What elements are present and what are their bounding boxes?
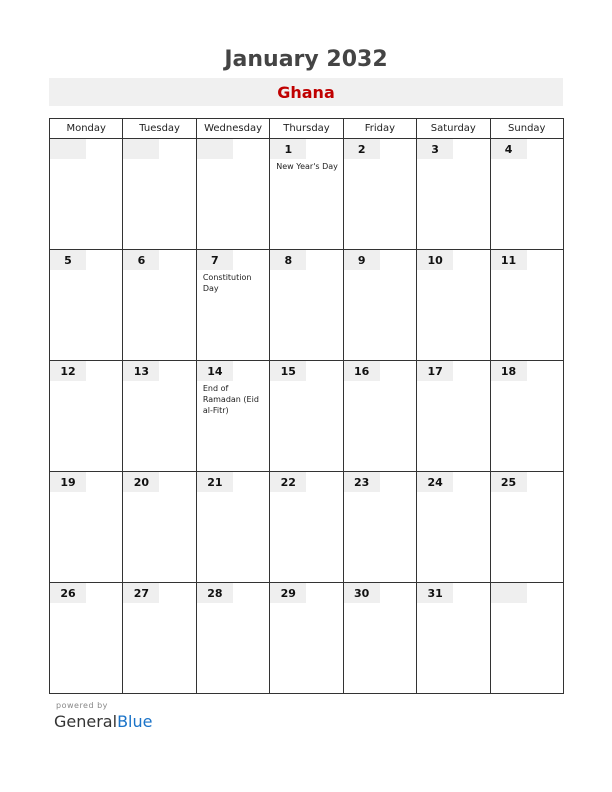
week-row [50, 250, 564, 361]
day-cell [123, 472, 196, 583]
day-number: 7 [211, 254, 219, 267]
day-number: 18 [500, 365, 517, 378]
day-cell [270, 250, 343, 361]
day-cell [417, 250, 490, 361]
country-name: Ghana [277, 83, 335, 102]
day-number-box [197, 139, 233, 159]
day-number: 20 [133, 476, 150, 489]
day-cell [123, 250, 196, 361]
day-number-box [417, 250, 453, 270]
day-number: 9 [357, 254, 366, 267]
day-number-box [270, 139, 306, 159]
day-cell [196, 361, 269, 472]
holiday-label: New Year's Day [276, 162, 338, 171]
day-cell [490, 472, 563, 583]
day-cell [490, 139, 563, 250]
empty-day-cell [196, 139, 269, 250]
weekday-sunday: Sunday [490, 119, 563, 139]
day-cell [417, 472, 490, 583]
day-number: 4 [504, 143, 513, 156]
day-number-box [344, 139, 380, 159]
country-banner [49, 78, 563, 106]
day-cell [270, 361, 343, 472]
day-number-box [417, 361, 453, 381]
calendar-grid [49, 118, 564, 694]
day-cell [343, 139, 416, 250]
calendar-title: January 2032 [224, 47, 388, 72]
day-number: 6 [137, 254, 146, 267]
day-cell [417, 139, 490, 250]
day-cell [196, 472, 269, 583]
day-cell [490, 361, 563, 472]
day-cell [196, 250, 269, 361]
day-number: 17 [427, 365, 443, 378]
powered-by-text: powered by [56, 701, 108, 710]
day-number: 2 [357, 143, 366, 156]
day-number: 15 [280, 365, 296, 378]
day-number-box [197, 250, 233, 270]
day-number-box [417, 472, 453, 492]
day-cell [270, 583, 343, 694]
day-number-box [491, 583, 527, 603]
week-row [50, 139, 564, 250]
day-number-box [197, 361, 233, 381]
week-row [50, 361, 564, 472]
weekday-header-row [50, 119, 564, 139]
day-number: 8 [284, 254, 293, 267]
day-number-box [491, 361, 527, 381]
day-number-box [123, 139, 159, 159]
brand-general: General [54, 712, 118, 731]
day-cell [123, 583, 196, 694]
day-cell [50, 250, 123, 361]
weekday-monday: Monday [50, 119, 123, 139]
weekday-saturday: Saturday [417, 119, 490, 139]
day-cell [417, 583, 490, 694]
day-cell [417, 361, 490, 472]
day-cell [270, 139, 343, 250]
day-number: 1 [284, 143, 293, 156]
day-number: 21 [207, 476, 223, 489]
weekday-thursday: Thursday [270, 119, 343, 139]
day-number-box [417, 139, 453, 159]
day-number: 25 [500, 476, 517, 489]
day-cell [196, 583, 269, 694]
day-number-box [344, 250, 380, 270]
day-number: 31 [427, 587, 443, 600]
day-number: 29 [280, 587, 296, 600]
day-number: 23 [354, 476, 370, 489]
day-number-box [197, 583, 233, 603]
week-row [50, 472, 564, 583]
day-number-box [50, 361, 86, 381]
day-number-box [50, 583, 86, 603]
empty-day-cell [123, 139, 196, 250]
day-number: 19 [60, 476, 76, 489]
day-number: 14 [207, 365, 223, 378]
day-number: 22 [280, 476, 296, 489]
day-number-box [50, 472, 86, 492]
day-number-box [123, 361, 159, 381]
day-number-box [123, 250, 159, 270]
weekday-friday: Friday [343, 119, 416, 139]
day-cell [50, 472, 123, 583]
empty-day-cell [50, 139, 123, 250]
calendar-body [50, 139, 564, 694]
day-number: 12 [60, 365, 76, 378]
holiday-label: End of Ramadan (Eid al-Fitr) [202, 384, 259, 415]
day-number-box [344, 583, 380, 603]
day-number: 3 [431, 143, 439, 156]
day-cell [490, 250, 563, 361]
day-number: 28 [207, 587, 223, 600]
day-number-box [197, 472, 233, 492]
day-number-box [491, 250, 527, 270]
day-number-box [270, 250, 306, 270]
day-number: 13 [133, 365, 150, 378]
day-number-box [50, 250, 86, 270]
day-cell [50, 583, 123, 694]
day-number-box [50, 139, 86, 159]
day-number-box [270, 583, 306, 603]
day-cell [50, 361, 123, 472]
day-number: 26 [60, 587, 76, 600]
day-number-box [491, 472, 527, 492]
brand-blue: Blue [117, 712, 153, 731]
day-number-box [123, 583, 159, 603]
empty-day-cell [490, 583, 563, 694]
day-number-box [270, 472, 306, 492]
generalblue-logo [54, 712, 152, 731]
day-number: 30 [354, 587, 370, 600]
week-row [50, 583, 564, 694]
day-number: 11 [500, 254, 517, 267]
day-cell [343, 472, 416, 583]
weekday-tuesday: Tuesday [123, 119, 196, 139]
day-cell [343, 583, 416, 694]
day-number-box [344, 472, 380, 492]
day-cell [343, 250, 416, 361]
day-number: 5 [64, 254, 72, 267]
day-number: 27 [133, 587, 150, 600]
day-number-box [123, 472, 159, 492]
day-number: 24 [427, 476, 443, 489]
day-number-box [270, 361, 306, 381]
day-cell [270, 472, 343, 583]
day-cell [343, 361, 416, 472]
day-number-box [344, 361, 380, 381]
weekday-wednesday: Wednesday [196, 119, 269, 139]
holiday-label: Constitution Day [202, 273, 252, 293]
day-number: 16 [354, 365, 370, 378]
day-number-box [417, 583, 453, 603]
day-number: 10 [427, 254, 443, 267]
day-cell [123, 361, 196, 472]
day-number-box [491, 139, 527, 159]
